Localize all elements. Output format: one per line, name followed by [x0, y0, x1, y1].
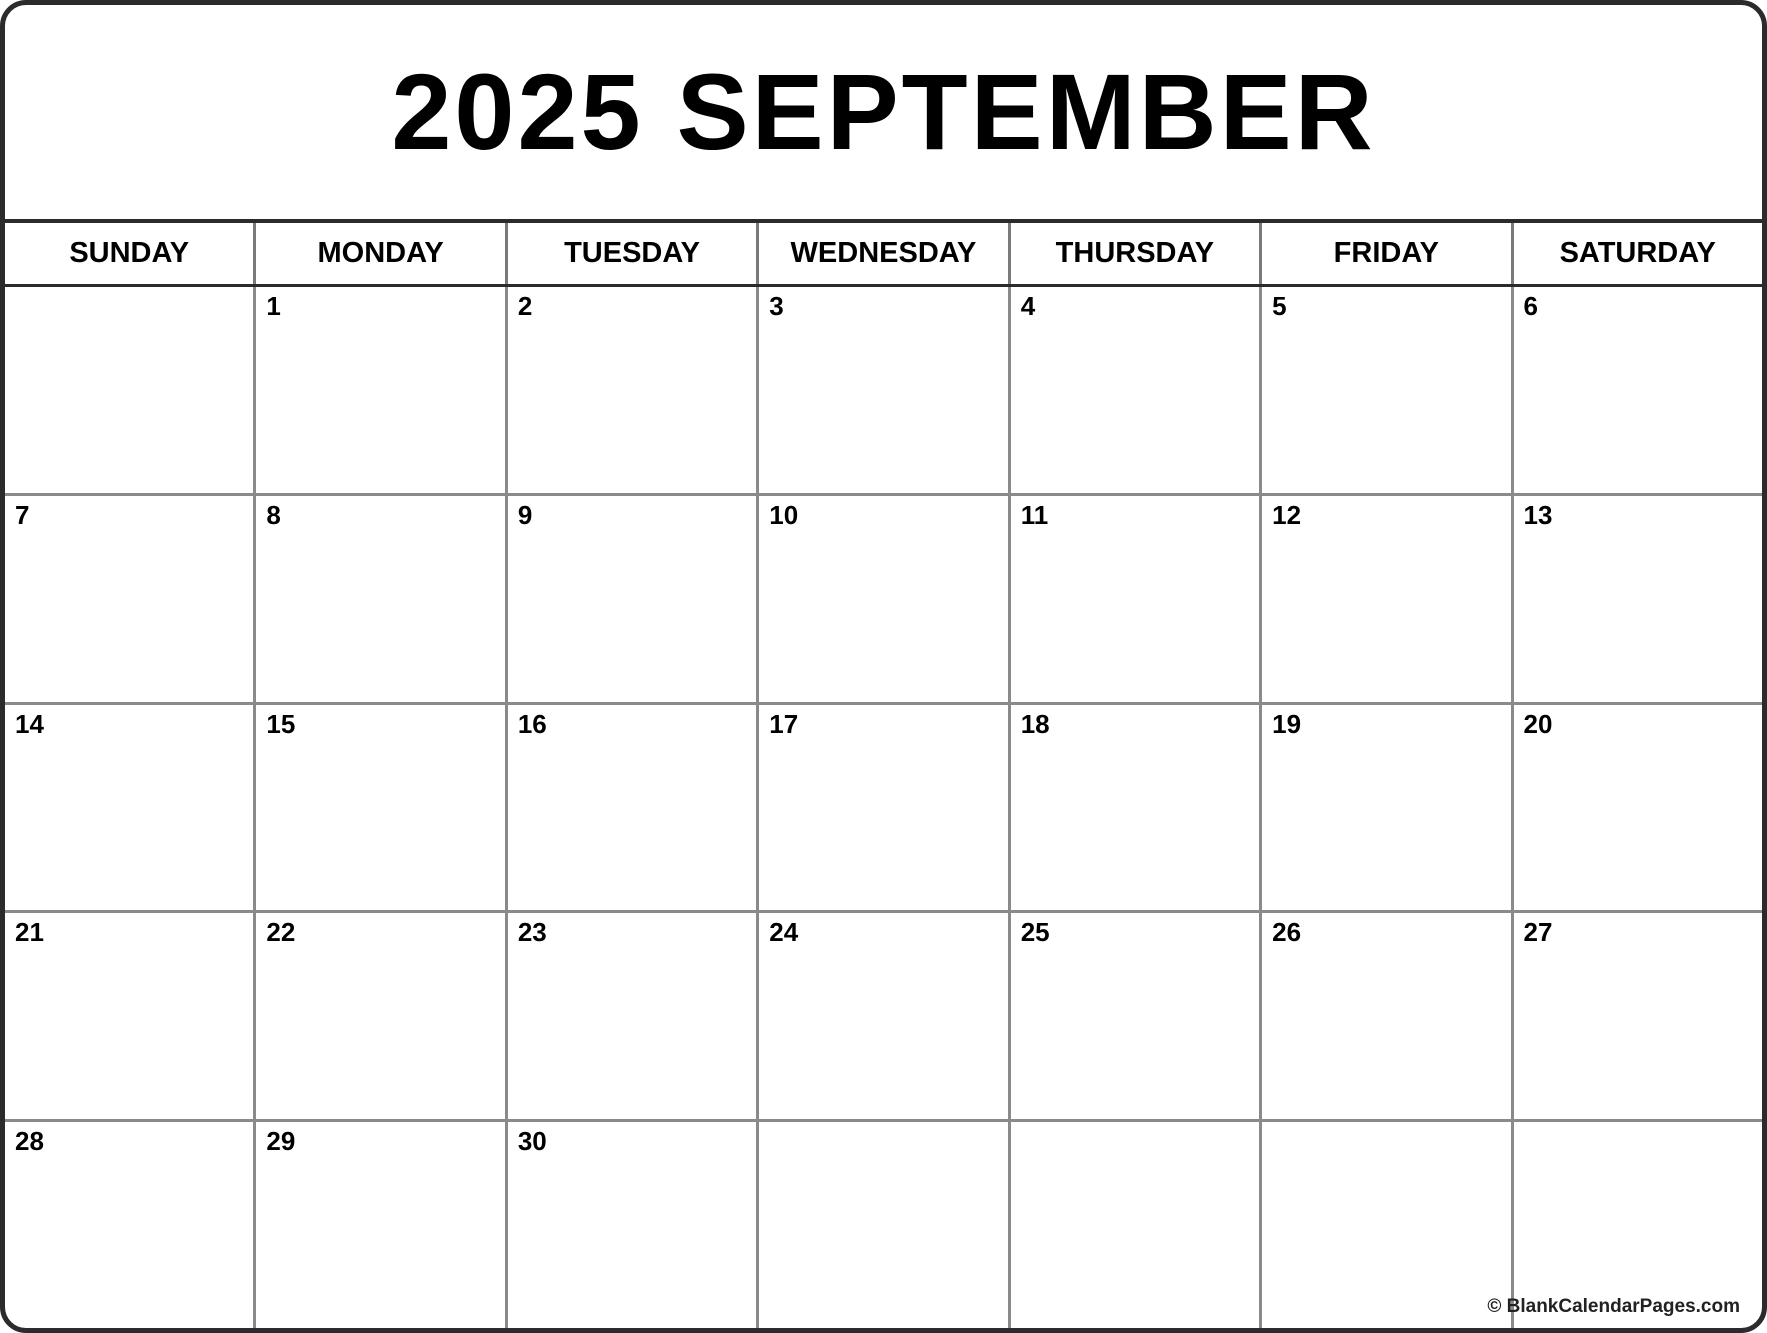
day-number: 12	[1272, 499, 1302, 530]
day-cell[interactable]	[1514, 913, 1762, 1119]
day-number: 3	[769, 291, 784, 321]
day-cell[interactable]	[1514, 287, 1762, 493]
day-number: 27	[1523, 917, 1553, 948]
day-number: 28	[15, 1126, 44, 1157]
day-number: 9	[517, 499, 533, 530]
day-number: 22	[266, 917, 296, 948]
day-cell[interactable]	[256, 287, 507, 493]
calendar-title-bar	[5, 5, 1762, 223]
day-number: 17	[769, 708, 799, 739]
day-cell[interactable]	[759, 496, 1010, 702]
day-number: 8	[266, 499, 281, 530]
day-number: 14	[15, 708, 44, 739]
day-number: 29	[266, 1126, 296, 1157]
day-number: 10	[769, 499, 799, 530]
day-cell[interactable]	[508, 705, 759, 911]
day-cell[interactable]	[256, 1122, 507, 1328]
day-cell[interactable]	[1514, 705, 1762, 911]
day-cell[interactable]	[508, 496, 759, 702]
weekday-header-wednesday: WEDNESDAY	[759, 223, 1010, 284]
day-number: 16	[517, 708, 547, 739]
week-row	[5, 287, 1762, 496]
day-number: 11	[1020, 499, 1049, 530]
day-number: 19	[1272, 708, 1302, 739]
weekday-header-friday: FRIDAY	[1262, 223, 1513, 284]
day-number: 26	[1272, 917, 1302, 948]
weekday-header-saturday: SATURDAY	[1559, 237, 1716, 269]
site-credit: © BlankCalendarPages.com	[1487, 1296, 1740, 1317]
day-cell[interactable]	[759, 287, 1010, 493]
day-cell[interactable]	[1262, 287, 1513, 493]
day-cell[interactable]	[5, 1122, 256, 1328]
day-number: 20	[1523, 708, 1553, 739]
day-cell[interactable]	[1262, 496, 1513, 702]
day-cell[interactable]	[1514, 496, 1762, 702]
day-number: 1	[266, 291, 281, 321]
day-cell[interactable]	[5, 913, 256, 1119]
day-cell[interactable]	[1262, 913, 1513, 1119]
day-number: 23	[517, 917, 547, 948]
weekday-header-sunday: SUNDAY	[5, 223, 256, 284]
day-cell[interactable]	[5, 287, 256, 493]
calendar-grid	[5, 287, 1762, 1328]
day-cell[interactable]	[1011, 913, 1262, 1119]
week-row	[5, 496, 1762, 705]
day-number: 4	[1020, 291, 1036, 321]
day-number: 13	[1523, 499, 1553, 530]
day-number: 5	[1272, 291, 1287, 321]
day-number: 24	[769, 917, 799, 948]
day-number: 18	[1020, 708, 1050, 739]
day-cell[interactable]	[1011, 287, 1262, 493]
weekday-header-tuesday: TUESDAY	[508, 223, 759, 284]
weekday-header-monday: MONDAY	[256, 223, 507, 284]
day-cell[interactable]	[256, 913, 507, 1119]
day-cell[interactable]	[1011, 1122, 1262, 1328]
day-cell[interactable]	[508, 1122, 759, 1328]
day-number: 2	[517, 291, 533, 321]
day-number: 25	[1020, 917, 1050, 948]
day-number: 30	[517, 1126, 547, 1157]
day-number: 6	[1523, 291, 1538, 321]
day-number: 15	[266, 708, 296, 739]
day-cell[interactable]	[5, 705, 256, 911]
day-number: 7	[15, 499, 30, 530]
day-cell[interactable]	[1262, 705, 1513, 911]
day-cell[interactable]	[1262, 1122, 1513, 1328]
weekday-header-thursday: THURSDAY	[1011, 223, 1262, 284]
week-row	[5, 705, 1762, 914]
weekday-header-row	[5, 223, 1762, 287]
day-cell[interactable]	[256, 705, 507, 911]
day-cell[interactable]	[508, 913, 759, 1119]
day-cell[interactable]	[759, 705, 1010, 911]
day-number: 21	[15, 917, 44, 948]
day-cell[interactable]	[256, 496, 507, 702]
day-cell[interactable]	[508, 287, 759, 493]
day-cell[interactable]	[759, 913, 1010, 1119]
day-cell[interactable]	[5, 496, 256, 702]
day-cell[interactable]	[759, 1122, 1010, 1328]
day-cell[interactable]	[1011, 496, 1262, 702]
week-row	[5, 913, 1762, 1122]
day-cell[interactable]	[1011, 705, 1262, 911]
page-title: 2025 SEPTEMBER	[391, 51, 1376, 172]
